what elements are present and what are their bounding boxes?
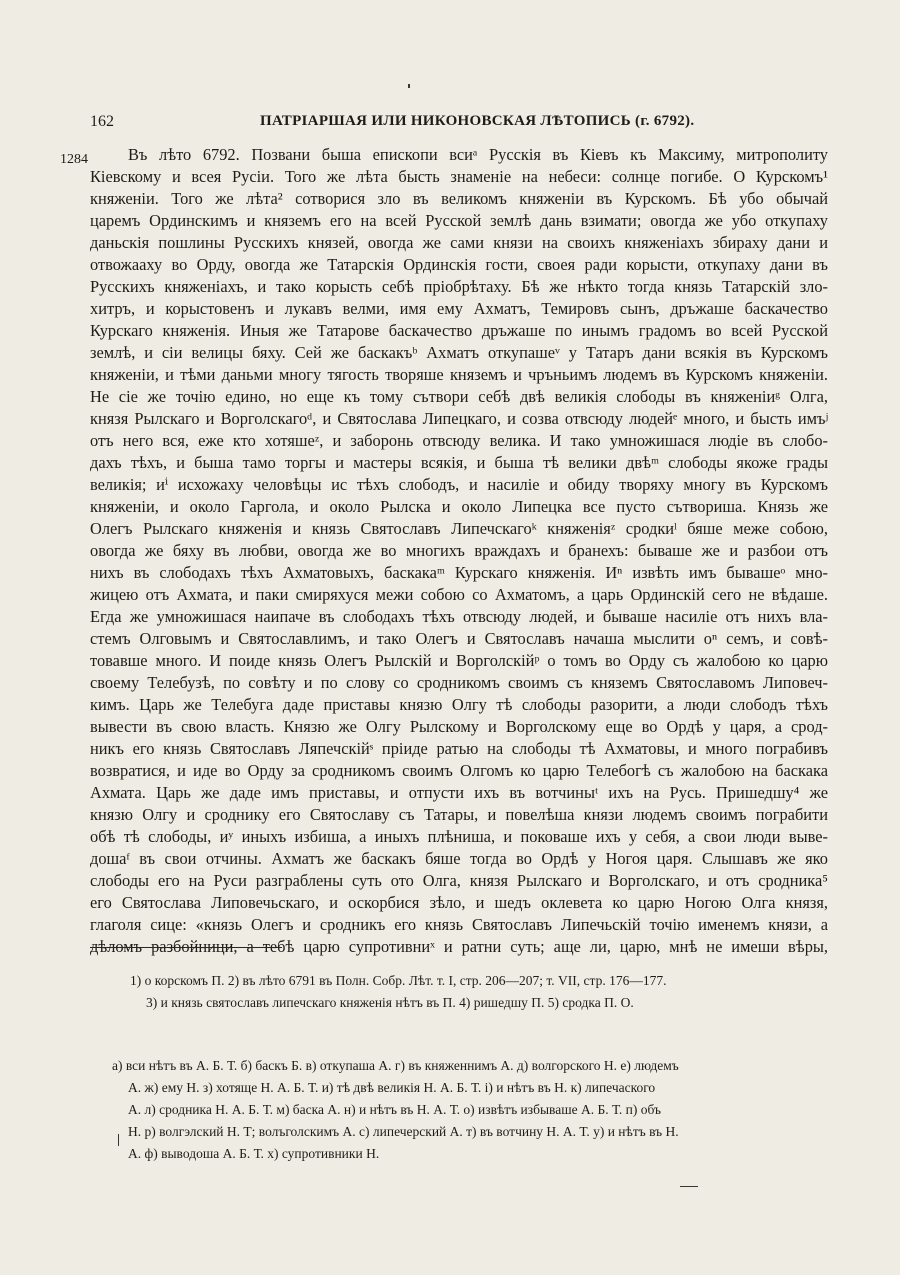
text-line: царемъ Ординскимъ и княземъ его на всей Русской землѣ дань взимати; овогда же убо откупаху xyxy=(90,211,828,230)
text-line: Егда же умножишася наипаче въ слободахъ тѣхъ отвсюду людей, и бываше насиліе отъ нихъ вла- xyxy=(90,607,828,626)
text-line: отвожааху во Орду, овогда же Татарскія Ординскія гости, своея ради корысти, откупаху дани въ xyxy=(90,255,828,274)
text-line: Русскихъ княженіахъ, и тако корысть себѣ пріобрѣтаху. Бѣ же нѣкто тогда князь Татарскій зло- xyxy=(90,277,828,296)
text-line: хитръ, и корыстовенъ и лукавъ велми, имя ему Ахматъ, Темировъ сынъ, дръжаше баскачество xyxy=(90,299,828,318)
variant-line: А. ф) выводоша А. Б. Т. х) супротивники Н. xyxy=(128,1146,380,1161)
footnotes xyxy=(130,970,830,1014)
text-line: стемъ Олговымъ и Святославлимъ, и тако Олегъ и Святославъ начаша мыслити оⁿ семъ, и совѣ- xyxy=(90,629,828,648)
margin-year: 1284 xyxy=(60,152,88,167)
text-line: Курскаго княженія. Иныя же Татарове баскачество дръжаше по инымъ градомъ во всей Русской xyxy=(90,321,828,340)
text-line: княженіи, и тѣми даньми многу тягость творяше княземъ и чръньимъ людемъ въ Курскомъ княженіи. xyxy=(90,365,828,384)
text-line: товавше много. И поиде князь Олегъ Рылскій и Ворголскійᵖ о томъ во Орду съ жалобою ко царю xyxy=(90,651,828,670)
text-line: нихъ въ слободахъ тѣхъ Ахматовыхъ, баскакаᵐ Курскаго княженія. Иⁿ извѣть имъ бывашеᵒ мно- xyxy=(90,563,828,582)
text-line: никъ его князь Святославъ Ляпечскійˢ пріиде ратью на слободы тѣ Ахматовы, и много пограбивъ xyxy=(90,739,828,758)
text-line: Олегъ Рылскаго княженія и князь Святославъ Липечскагоᵏ княженіяᶻ сродкиˡ бяше меже собою, xyxy=(90,519,828,538)
page-number: 162 xyxy=(90,113,114,130)
text-line: князя Рылскаго и Ворголскагоᵈ, и Святослава Липецкаго, и созва отвсюду людейᵉ много, и бысть имъʲ xyxy=(90,409,828,428)
text-line: глаголя сице: «князь Олегъ и сродникъ его князь Святославъ Липечьскій точію именемъ князи, а xyxy=(90,915,828,934)
footnote-line: 1) о корскомъ П. 2) въ лѣто 6791 въ Полн. Собр. Лѣт. т. I, стр. 206—207; т. VII, стр. 176—177. xyxy=(130,973,667,988)
text-line: возвратися, и иде во Орду за сродникомъ своимъ Олгомъ ко царю Телебогѣ съ жалобою на баскака xyxy=(90,761,828,780)
variant-line: А. л) сродника Н. А. Б. Т. м) баска А. н) и нѣтъ въ Н. А. Т. о) извѣтъ избываше А. Б. Т. п) объ xyxy=(128,1102,662,1117)
text-line: даньскія пошлины Русскихъ князей, овогда же сами князи на своихъ княженіахъ збираху дани и xyxy=(90,233,828,252)
text-line: своему Телебузѣ, по совѣту и по слову со сродникомъ своимъ съ княземъ Святославомъ Липовеч- xyxy=(90,673,828,692)
variant-line: А. ж) ему Н. з) хотяще Н. А. Б. Т. и) тѣ двѣ великія Н. А. Б. Т. і) и нѣтъ въ Н. к) липечаского xyxy=(128,1080,656,1095)
variant-readings xyxy=(112,1055,832,1165)
text-line: кимъ. Царь же Телебуга даде приставы князю Олгу тѣ слободы разорити, а люди слободъ тѣхъ xyxy=(90,695,828,714)
text-line: овогда же бяху въ любви, овогда же во многихъ враждахъ и бранехъ: бываше же и разбои отъ xyxy=(90,541,828,560)
footnote-rule xyxy=(90,947,282,948)
text-line: великія; иⁱ исхожаху человѣцы ис тѣхъ слободъ, и насиліе и обиду творяху многу въ Курскомъ xyxy=(90,475,828,494)
text-line: Въ лѣто 6792. Позвани быша епископи всиᵃ Русскія въ Кіевъ къ Максиму, митрополиту xyxy=(128,145,828,164)
text-line: дѣломъ разбойници, а тебѣ царю супротивниˣ и ратни суть; аще ли, царю, мнѣ не имеши вѣры, xyxy=(90,937,828,956)
text-line: княженіи, и около Гаргола, и около Рылска и около Липецка все пусто сътвориша. Князь же xyxy=(90,497,828,516)
running-header: ПАТРІАРШАЯ ИЛИ НИКОНОВСКАЯ ЛѢТОПИСЬ (г. 6792). xyxy=(260,113,695,129)
text-line: князю Олгу и сроднику его Святославу съ Татары, и повелѣша князи людемъ своимъ пограбити xyxy=(90,805,828,824)
text-line: его Святослава Липовечьскаго, и оскорбися зѣло, и шедъ оклевета ко царю Ногою Олга князя, xyxy=(90,893,828,912)
text-line: Кіевскому и всея Русіи. Того же лѣта бысть знаменіе на небеси: солнце погибе. О Курскомъ¹ xyxy=(90,167,828,186)
text-line: землѣ, и сіи велицы бяху. Сей же баскакъᵇ Ахматъ откупашеᵛ у Татаръ дани всякія въ Курскомъ xyxy=(90,343,828,362)
stray-mark-dash xyxy=(680,1186,698,1187)
text-line: дахъ тѣхъ, и быша тамо торгы и мастеры всякія, и быша тѣ велики двѣᵐ слободы якоже грады xyxy=(90,453,828,472)
text-line: Ахмата. Царь же даде имъ приставы, и отпусти ихъ въ вотчиныᵗ ихъ на Русь. Пришедшу⁴ же xyxy=(90,783,828,802)
footnote-line: 3) и князь святославъ липечскаго княженія нѣтъ въ П. 4) ришедшу П. 5) сродка П. О. xyxy=(146,995,634,1010)
text-line: княженіи. Того же лѣта² сотворися зло въ великомъ княженіи въ Курскомъ. Бѣ убо обычай xyxy=(90,189,828,208)
text-line: жицею отъ Ахмата, и паки смиряхуся межи собою со Ахматомъ, а царь Ординскій сего не вѣдаше. xyxy=(90,585,828,604)
variant-line: Н. р) волгэлский Н. Т; волъголскимъ А. с) липечерский А. т) въ вотчину Н. А. Т. у) и нѣтъ въ Н. xyxy=(128,1124,679,1139)
stray-mark-left xyxy=(118,1134,119,1146)
text-line: вывести въ свою власть. Князю же Олгу Рылскому и Ворголскому еще во Ордѣ у царя, а срод- xyxy=(90,717,828,736)
text-line: обѣ тѣ слободы, иʸ иныхъ избиша, а иныхъ плѣниша, и поковаше ихъ у себя, а свои люди выве- xyxy=(90,827,828,846)
variant-line: а) вси нѣтъ въ А. Б. Т. б) баскъ Б. в) откупаша А. г) въ княженнимъ А. д) волгорского Н. е) людемъ xyxy=(112,1058,679,1073)
main-text xyxy=(90,144,828,958)
text-line: дошаᶠ въ свои отчины. Ахматъ же баскакъ бяше тогда во Ордѣ у Ногоя царя. Слышавъ же яко xyxy=(90,849,828,868)
text-line: отъ него вся, еже кто хотяшеᶻ, и заборонь отвсюду велика. И тако умножишася людіе въ слобо- xyxy=(90,431,828,450)
text-line: слободы его на Руси разграблены суть ото Олга, князя Рылскаго и Ворголскаго, и отъ сродника⁵ xyxy=(90,871,828,890)
stray-mark-top xyxy=(408,84,410,88)
text-line: Не сіе же точію едино, но еще къ тому сътвори себѣ двѣ великія слободы въ княженіиᵍ Олга, xyxy=(90,387,828,406)
